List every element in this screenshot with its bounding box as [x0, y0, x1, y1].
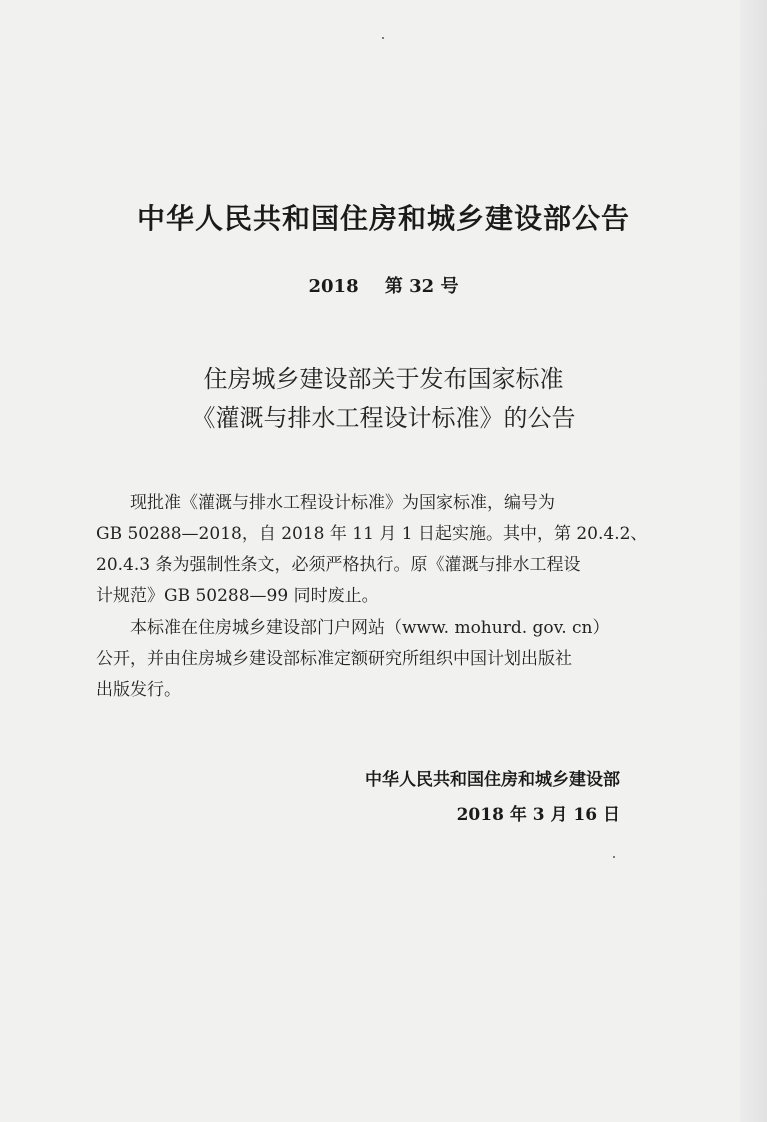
paragraph-line: GB 50288—2018，自 2018 年 11 月 1 日起实施。其中，第 20.4.2、 [96, 524, 648, 544]
issue-date: 2018 年 3 月 16 日 [456, 805, 620, 825]
paragraph-line: 出版发行。 [96, 680, 181, 700]
paragraph-line: 本标准在住房城乡建设部门户网站（www. mohurd. gov. cn） [130, 618, 610, 638]
paragraph-line: 公开，并由住房城乡建设部标准定额研究所组织中国计划出版社 [96, 649, 572, 669]
scan-speck [613, 856, 615, 858]
signer: 中华人民共和国住房和城乡建设部 [365, 770, 620, 790]
scan-speck [382, 37, 384, 39]
announcement-title: 中华人民共和国住房和城乡建设部公告 [136, 202, 630, 235]
paragraph-publication [96, 613, 666, 706]
paragraph-approval [96, 488, 666, 612]
paragraph-line: 现批准《灌溉与排水工程设计标准》为国家标准，编号为 [130, 493, 555, 513]
paragraph-line: 20.4.3 条为强制性条文，必须严格执行。原《灌溉与排水工程设 [96, 555, 581, 575]
announcement-number [0, 272, 767, 298]
announcement-subtitle-line2: 《灌溉与排水工程设计标准》的公告 [191, 404, 576, 432]
announcement-subtitle-line1: 住房城乡建设部关于发布国家标准 [203, 365, 564, 393]
scan-edge [740, 0, 767, 1122]
announcement-year: 2018 [308, 276, 359, 297]
announcement-issue: 第 32 号 [384, 276, 459, 297]
paragraph-line: 计规范》GB 50288—99 同时废止。 [96, 586, 379, 606]
